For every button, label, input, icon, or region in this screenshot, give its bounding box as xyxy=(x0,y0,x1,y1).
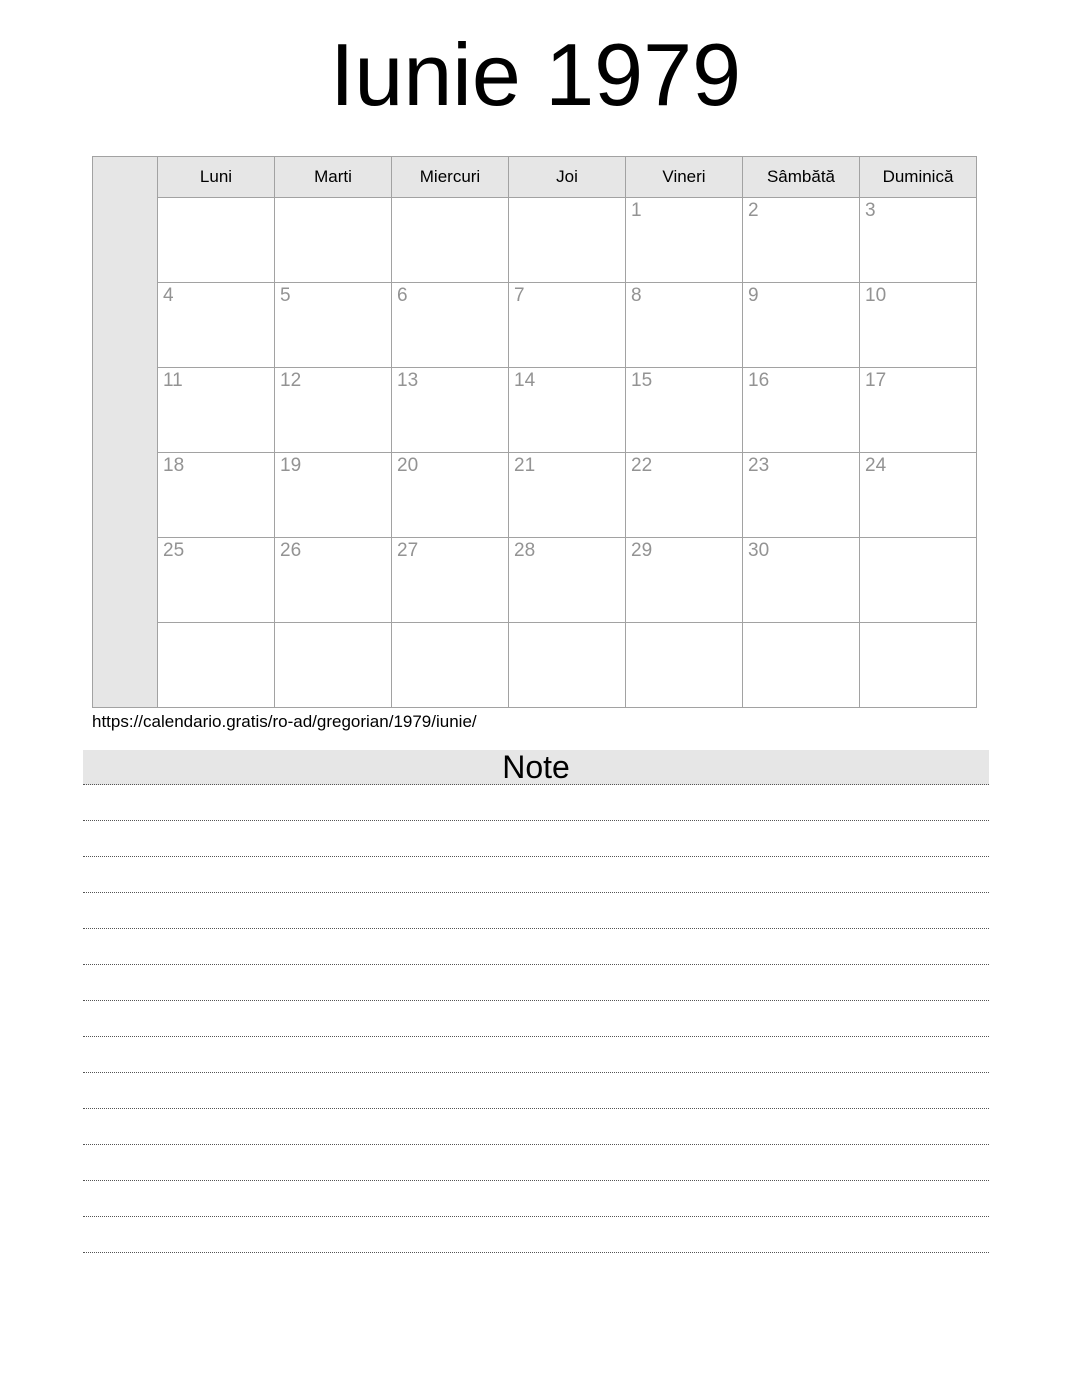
day-cell: 2 xyxy=(743,198,860,283)
empty-day-cell xyxy=(860,538,977,623)
day-cell: 5 xyxy=(275,283,392,368)
week-row xyxy=(93,283,977,368)
empty-day-cell xyxy=(275,623,392,708)
day-cell: 14 xyxy=(509,368,626,453)
day-cell: 11 xyxy=(158,368,275,453)
weekday-header: Miercuri xyxy=(392,157,509,198)
day-cell: 19 xyxy=(275,453,392,538)
day-cell: 10 xyxy=(860,283,977,368)
empty-day-cell xyxy=(743,623,860,708)
day-cell: 20 xyxy=(392,453,509,538)
day-cell: 7 xyxy=(509,283,626,368)
empty-day-cell xyxy=(392,623,509,708)
source-url: https://calendario.gratis/ro-ad/gregorian/1979/iunie/ xyxy=(92,712,477,731)
day-cell: 3 xyxy=(860,198,977,283)
weekday-header: Duminică xyxy=(860,157,977,198)
day-cell: 25 xyxy=(158,538,275,623)
note-line xyxy=(83,1217,989,1253)
weekday-header: Sâmbătă xyxy=(743,157,860,198)
note-line xyxy=(83,1073,989,1109)
week-row xyxy=(93,623,977,708)
day-cell: 13 xyxy=(392,368,509,453)
calendar-body xyxy=(93,157,977,708)
empty-day-cell xyxy=(158,623,275,708)
note-section xyxy=(83,750,989,1253)
day-cell: 17 xyxy=(860,368,977,453)
day-cell: 22 xyxy=(626,453,743,538)
day-cell: 27 xyxy=(392,538,509,623)
weekday-header: Vineri xyxy=(626,157,743,198)
empty-day-cell xyxy=(626,623,743,708)
day-cell: 6 xyxy=(392,283,509,368)
day-cell: 18 xyxy=(158,453,275,538)
note-line xyxy=(83,1181,989,1217)
note-line xyxy=(83,929,989,965)
day-cell: 16 xyxy=(743,368,860,453)
week-row xyxy=(93,368,977,453)
weekday-header: Marti xyxy=(275,157,392,198)
day-cell: 8 xyxy=(626,283,743,368)
note-line xyxy=(83,1037,989,1073)
note-line xyxy=(83,785,989,821)
day-cell: 9 xyxy=(743,283,860,368)
empty-day-cell xyxy=(158,198,275,283)
week-row xyxy=(93,198,977,283)
day-cell: 28 xyxy=(509,538,626,623)
note-line xyxy=(83,821,989,857)
weekday-header-row xyxy=(93,157,977,198)
note-line xyxy=(83,1001,989,1037)
note-header xyxy=(83,750,989,785)
day-cell: 4 xyxy=(158,283,275,368)
weekday-header: Luni xyxy=(158,157,275,198)
empty-day-cell xyxy=(275,198,392,283)
empty-day-cell xyxy=(509,198,626,283)
note-title: Note xyxy=(502,749,570,785)
day-cell: 30 xyxy=(743,538,860,623)
week-number-column xyxy=(93,157,158,708)
day-cell: 23 xyxy=(743,453,860,538)
empty-day-cell xyxy=(860,623,977,708)
empty-day-cell xyxy=(392,198,509,283)
day-cell: 15 xyxy=(626,368,743,453)
day-cell: 21 xyxy=(509,453,626,538)
note-lines xyxy=(83,785,989,1253)
day-cell: 26 xyxy=(275,538,392,623)
weekday-header: Joi xyxy=(509,157,626,198)
day-cell: 12 xyxy=(275,368,392,453)
note-line xyxy=(83,965,989,1001)
note-line xyxy=(83,1145,989,1181)
day-cell: 29 xyxy=(626,538,743,623)
empty-day-cell xyxy=(509,623,626,708)
note-line xyxy=(83,1109,989,1145)
note-line xyxy=(83,857,989,893)
week-row xyxy=(93,538,977,623)
calendar-table xyxy=(92,156,977,708)
week-row xyxy=(93,453,977,538)
note-line xyxy=(83,893,989,929)
day-cell: 24 xyxy=(860,453,977,538)
page-title: Iunie 1979 xyxy=(329,25,742,124)
day-cell: 1 xyxy=(626,198,743,283)
